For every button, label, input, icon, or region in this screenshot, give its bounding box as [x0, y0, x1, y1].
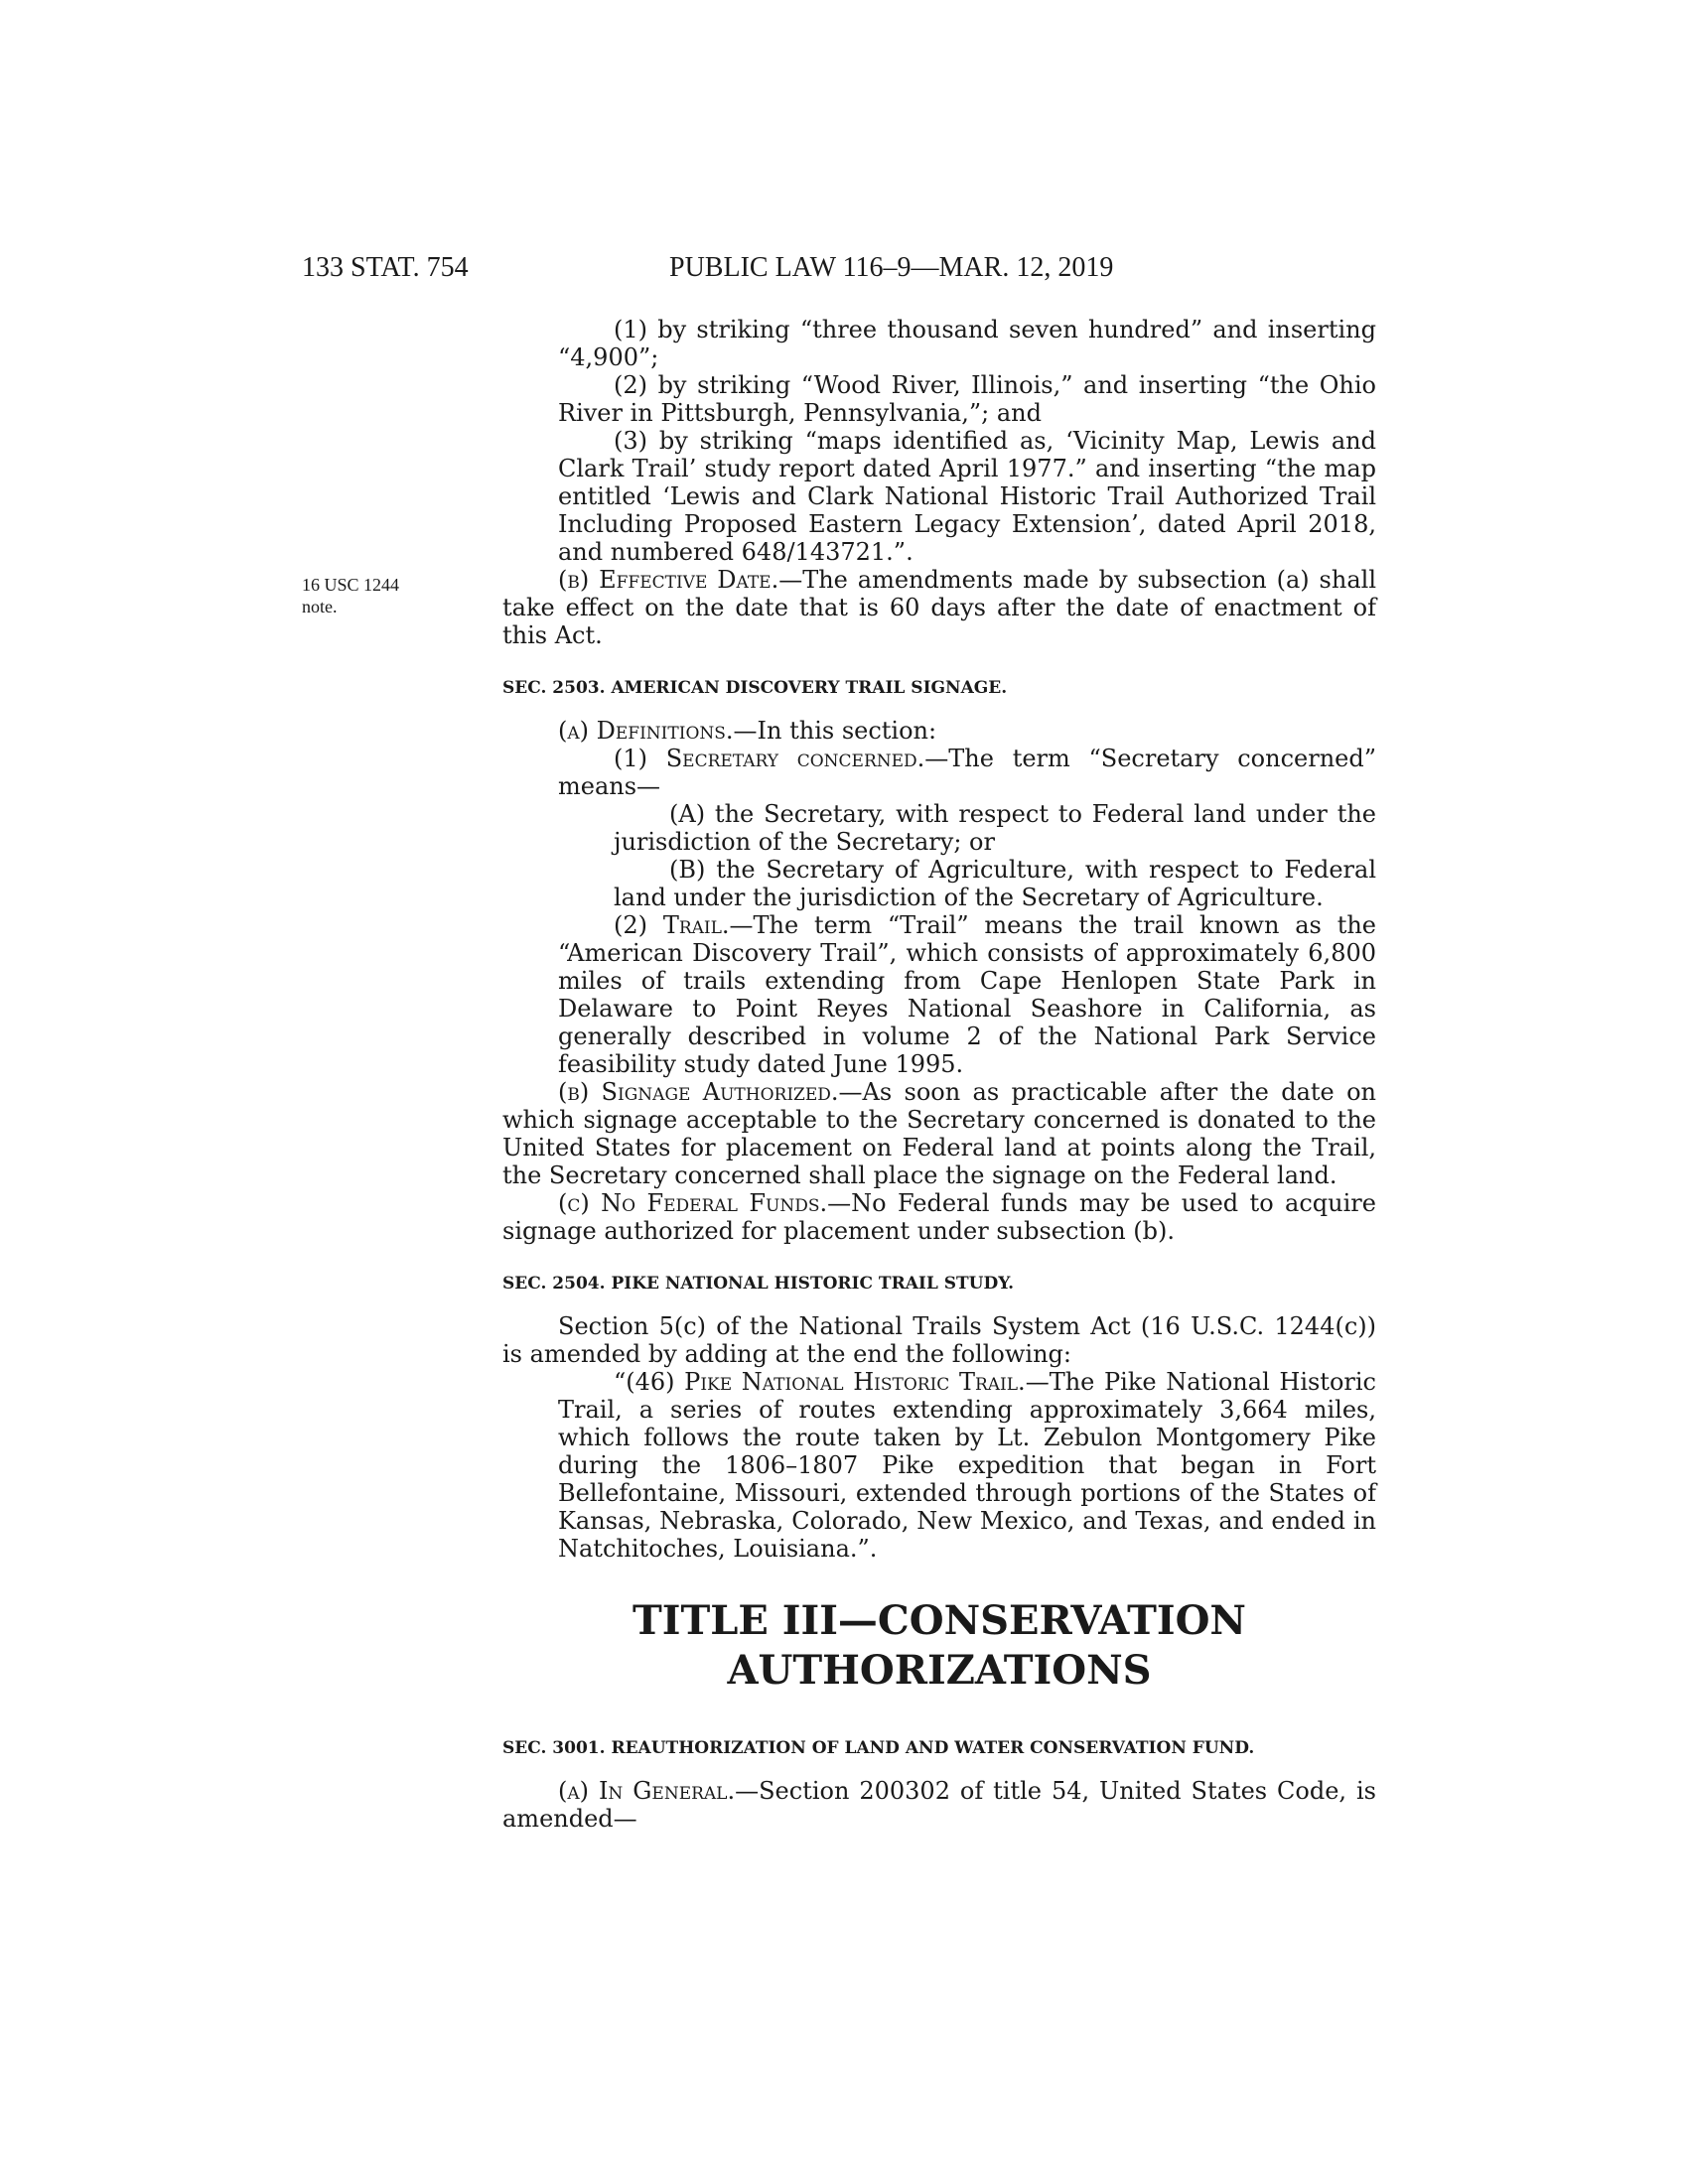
- paragraph: (3) by striking “maps identified as, ‘Vicinity Map, Lewis and Clark Trail’ study report dated April 1977.” and inserting “the map entitled ‘Lewis and Clark National Historic Trail Authorized Trail Including Proposed Eastern Legacy Extension’, dated April 2018, and numbered 648/143721.”.: [558, 427, 1376, 566]
- paragraph: [502, 745, 1376, 800]
- paragraph: [502, 1777, 1376, 1833]
- margin-note-line: 16 USC 1244: [302, 575, 400, 595]
- title-line: TITLE III—CONSERVATION: [632, 1597, 1246, 1644]
- paragraph-text: —The term “Trail” means the trail known as the “American Discovery Trail”, which consists of approximately 6,800 miles of trails extending from Cape Henlopen State Park in Delaware to Point Reyes National Seashore in California, as generally described in volume 2 of the National Park Service feasibility study dated June 1995.: [558, 911, 1376, 1078]
- subsection-text: —No Federal funds may be used to acquire signage authorized for placement under subsection (b).: [502, 1189, 1376, 1245]
- paragraph: [502, 717, 1376, 745]
- subparagraph: (B) the Secretary of Agriculture, with respect to Federal land under the jurisdiction of the Secretary of Agriculture.: [614, 856, 1376, 911]
- paragraph-text: —The term “Secretary concerned” means—: [558, 745, 1377, 800]
- quoted-paragraph: [502, 1368, 1376, 1563]
- paragraph: (2) by striking “Wood River, Illinois,” and inserting “the Ohio River in Pittsburgh, Pennsylvania,”; and: [558, 371, 1376, 427]
- body-text: [502, 316, 1376, 1833]
- subsection-text: —Section 200302 of title 54, United States Code, is amended—: [502, 1777, 1376, 1833]
- paragraph: [502, 566, 1376, 649]
- paragraph: Section 5(c) of the National Trails System Act (16 U.S.C. 1244(c)) is amended by adding at the end the following:: [502, 1312, 1376, 1368]
- subsection-heading: (b) Signage Authorized.: [558, 1078, 839, 1106]
- paragraph: [502, 1078, 1376, 1189]
- margin-note-line: note.: [302, 597, 338, 616]
- section-heading: SEC. 3001. REAUTHORIZATION OF LAND AND WATER CONSERVATION FUND.: [502, 1738, 1255, 1758]
- subsection-text: —The amendments made by subsection (a) shall take effect on the date that is 60 days after the date of enactment of this Act.: [502, 566, 1376, 649]
- paragraph-heading: (2) Trail.: [614, 911, 730, 939]
- paragraph: [502, 1189, 1376, 1245]
- running-header: PUBLIC LAW 116–9—MAR. 12, 2019: [669, 252, 1114, 283]
- subsection-heading: (c) No Federal Funds.: [558, 1189, 828, 1217]
- title-heading: [502, 1596, 1376, 1696]
- paragraph: (1) by striking “three thousand seven hundred” and inserting “4,900”;: [558, 316, 1376, 371]
- subsection-text: —As soon as practicable after the date on which signage acceptable to the Secretary concerned is donated to the United States for placement on Federal land at points along the Trail, the Secretary concerned shall place the signage on the Federal land.: [502, 1078, 1376, 1189]
- paragraph-heading: (1) Secretary concerned.: [614, 745, 925, 772]
- subsection-heading: (a) Definitions.: [558, 717, 734, 745]
- subsection-heading: (a) In General.: [558, 1777, 736, 1805]
- subparagraph: (A) the Secretary, with respect to Federal land under the jurisdiction of the Secretary; or: [614, 800, 1376, 856]
- margin-note: [302, 574, 451, 617]
- paragraph-heading: “(46) Pike National Historic Trail.: [614, 1368, 1026, 1396]
- subsection-heading: (b) Effective Date.: [558, 566, 779, 594]
- subsection-text: —In this section:: [733, 717, 937, 745]
- section-heading: SEC. 2503. AMERICAN DISCOVERY TRAIL SIGNAGE.: [502, 678, 1008, 698]
- paragraph-text: —The Pike National Historic Trail, a series of routes extending approximately 3,664 miles, which follows the route taken by Lt. Zebulon Montgomery Pike during the 1806–1807 Pike expedition that began in Fort Bellefontaine, Missouri, extended through portions of the States of Kansas, Nebraska, Colorado, New Mexico, and Texas, and ended in Natchitoches, Louisiana.”.: [558, 1368, 1376, 1563]
- statute-page-citation: 133 STAT. 754: [302, 252, 469, 283]
- paragraph: [502, 911, 1376, 1078]
- title-line: AUTHORIZATIONS: [727, 1647, 1152, 1694]
- section-heading: SEC. 2504. PIKE NATIONAL HISTORIC TRAIL STUDY.: [502, 1274, 1015, 1294]
